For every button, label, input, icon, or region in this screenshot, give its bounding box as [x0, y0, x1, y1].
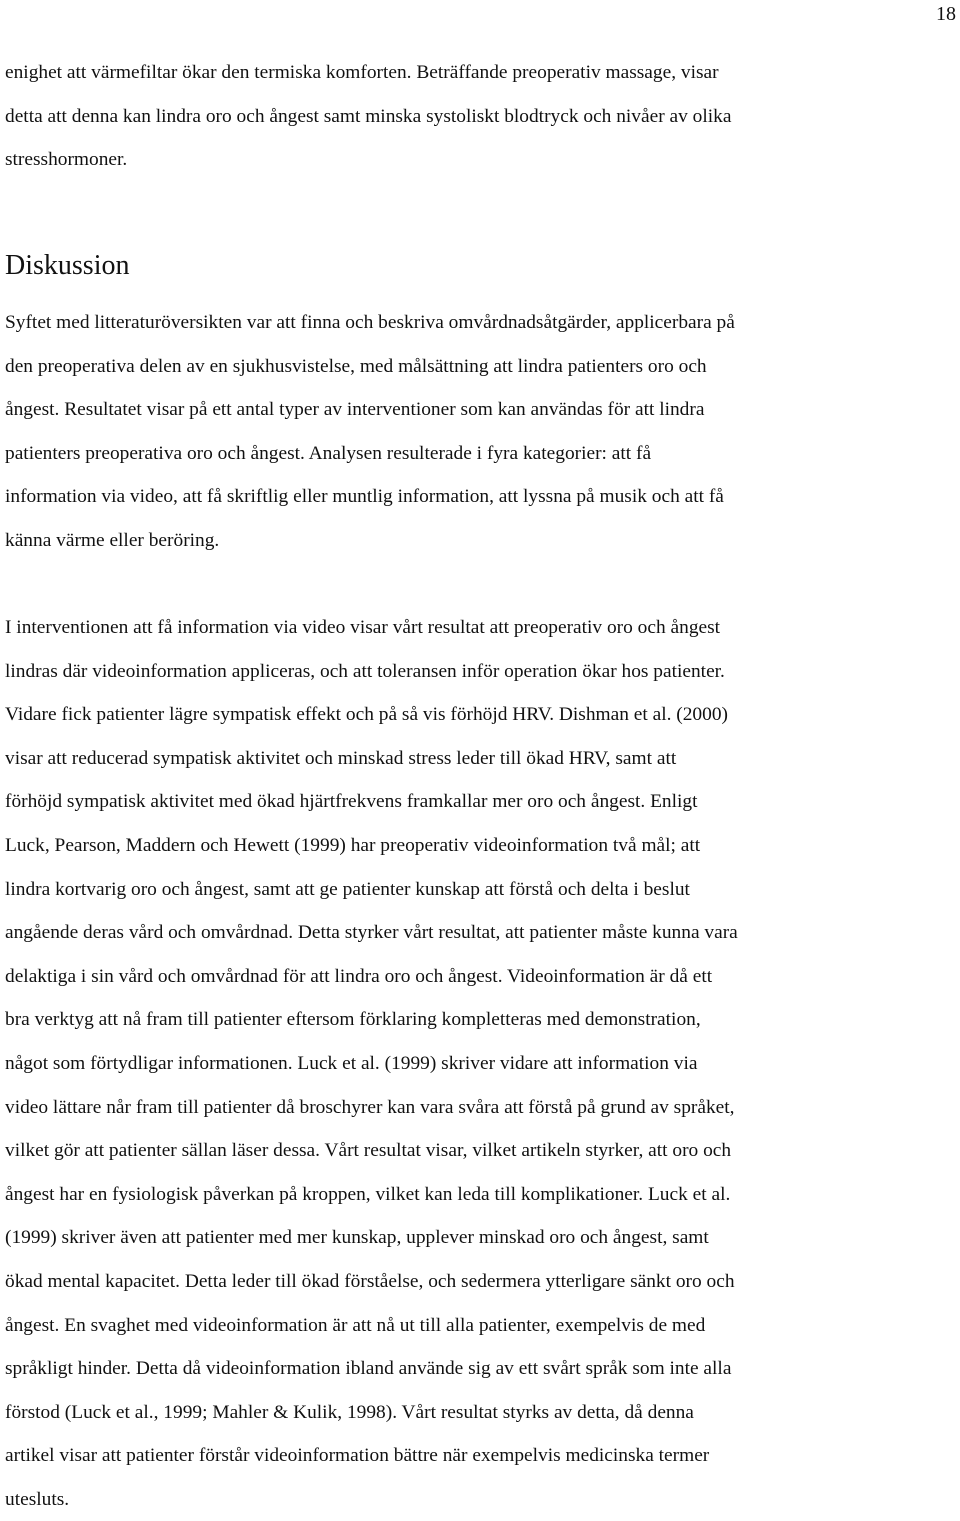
text-line: I interventionen att få information via video visar vårt resultat att preoperativ oro och ångest — [5, 617, 721, 638]
text-line: information via video, att få skriftlig eller muntlig information, att lyssna på musik och att få — [5, 486, 724, 508]
discussion-paragraph-2 — [5, 606, 960, 1521]
intro-paragraph — [5, 51, 960, 182]
text-line: vilket gör att patienter sällan läser dessa. Vårt resultat visar, vilket artikeln styrker, att oro och — [5, 1140, 732, 1162]
text-line: den preoperativa delen av en sjukhusvistelse, med målsättning att lindra patienters oro och — [5, 355, 707, 377]
text-line: ångest har en fysiologisk påverkan på kroppen, vilket kan leda till komplikationer. Luck et al. — [5, 1183, 731, 1205]
text-line: ångest. Resultatet visar på ett antal typer av interventioner som kan användas för att lindra — [5, 399, 705, 421]
text-line: video lättare når fram till patienter då broschyrer kan vara svåra att förstå på grund av språket, — [5, 1096, 735, 1118]
text-line: Luck, Pearson, Maddern och Hewett (1999) har preoperativ videoinformation två mål; att — [5, 834, 701, 856]
text-line: stresshormoner. — [5, 149, 128, 171]
text-line: visar att reducerad sympatisk aktivitet och minskad stress leder till ökad HRV, samt att — [5, 747, 677, 769]
text-line: Vidare fick patienter lägre sympatisk effekt och på så vis förhöjd HRV. Dishman et al. (2000) — [5, 704, 728, 726]
discussion-paragraph-1 — [5, 301, 960, 563]
text-line: delaktiga i sin vård och omvårdnad för att lindra oro och ångest. Videoinformation är då ett — [5, 965, 713, 987]
text-line: ökad mental kapacitet. Detta leder till ökad förståelse, och sedermera ytterligare sänkt oro och — [5, 1270, 735, 1292]
text-line: ångest. En svaghet med videoinformation är att nå ut till alla patienter, exempelvis de med — [5, 1314, 706, 1336]
text-line: detta att denna kan lindra oro och ångest samt minska systoliskt blodtryck och nivåer av olika — [5, 105, 732, 127]
text-line: förhöjd sympatisk aktivitet med ökad hjärtfrekvens framkallar mer oro och ångest. Enligt — [5, 791, 698, 813]
text-line: lindras där videoinformation appliceras, och att toleransen inför operation ökar hos patienter. — [5, 660, 725, 682]
text-line: (1999) skriver även att patienter med mer kunskap, upplever minskad oro och ångest, samt — [5, 1227, 709, 1249]
text-line: språkligt hinder. Detta då videoinformation ibland använde sig av ett svårt språk som inte alla — [5, 1358, 732, 1380]
text-line: angående deras vård och omvårdnad. Detta styrker vårt resultat, att patienter måste kunna vara — [5, 922, 738, 944]
text-line: känna värme eller beröring. — [5, 529, 220, 551]
text-line: lindra kortvarig oro och ångest, samt att ge patienter kunskap att förstå och delta i beslut — [5, 878, 690, 900]
text-line: enighet att värmefiltar ökar den termiska komforten. Beträffande preoperativ massage, visar — [5, 62, 719, 83]
text-line: artikel visar att patienter förstår videoinformation bättre när exempelvis medicinska termer — [5, 1445, 710, 1467]
page-number: 18 — [936, 3, 956, 25]
text-line: förstod (Luck et al., 1999; Mahler & Kulik, 1998). Vårt resultat styrks av detta, då denna — [5, 1401, 694, 1423]
text-line: patienters preoperativa oro och ångest. Analysen resulterade i fyra kategorier: att få — [5, 442, 652, 464]
text-line: utesluts. — [5, 1488, 70, 1510]
section-heading: Diskussion — [5, 250, 130, 281]
text-line: något som förtydligar informationen. Luck et al. (1999) skriver vidare att information via — [5, 1052, 698, 1074]
text-line: Syftet med litteraturöversikten var att finna och beskriva omvårdnadsåtgärder, applicerbara på — [5, 312, 735, 333]
text-line: bra verktyg att nå fram till patienter eftersom förklaring kompletteras med demonstration, — [5, 1009, 701, 1031]
